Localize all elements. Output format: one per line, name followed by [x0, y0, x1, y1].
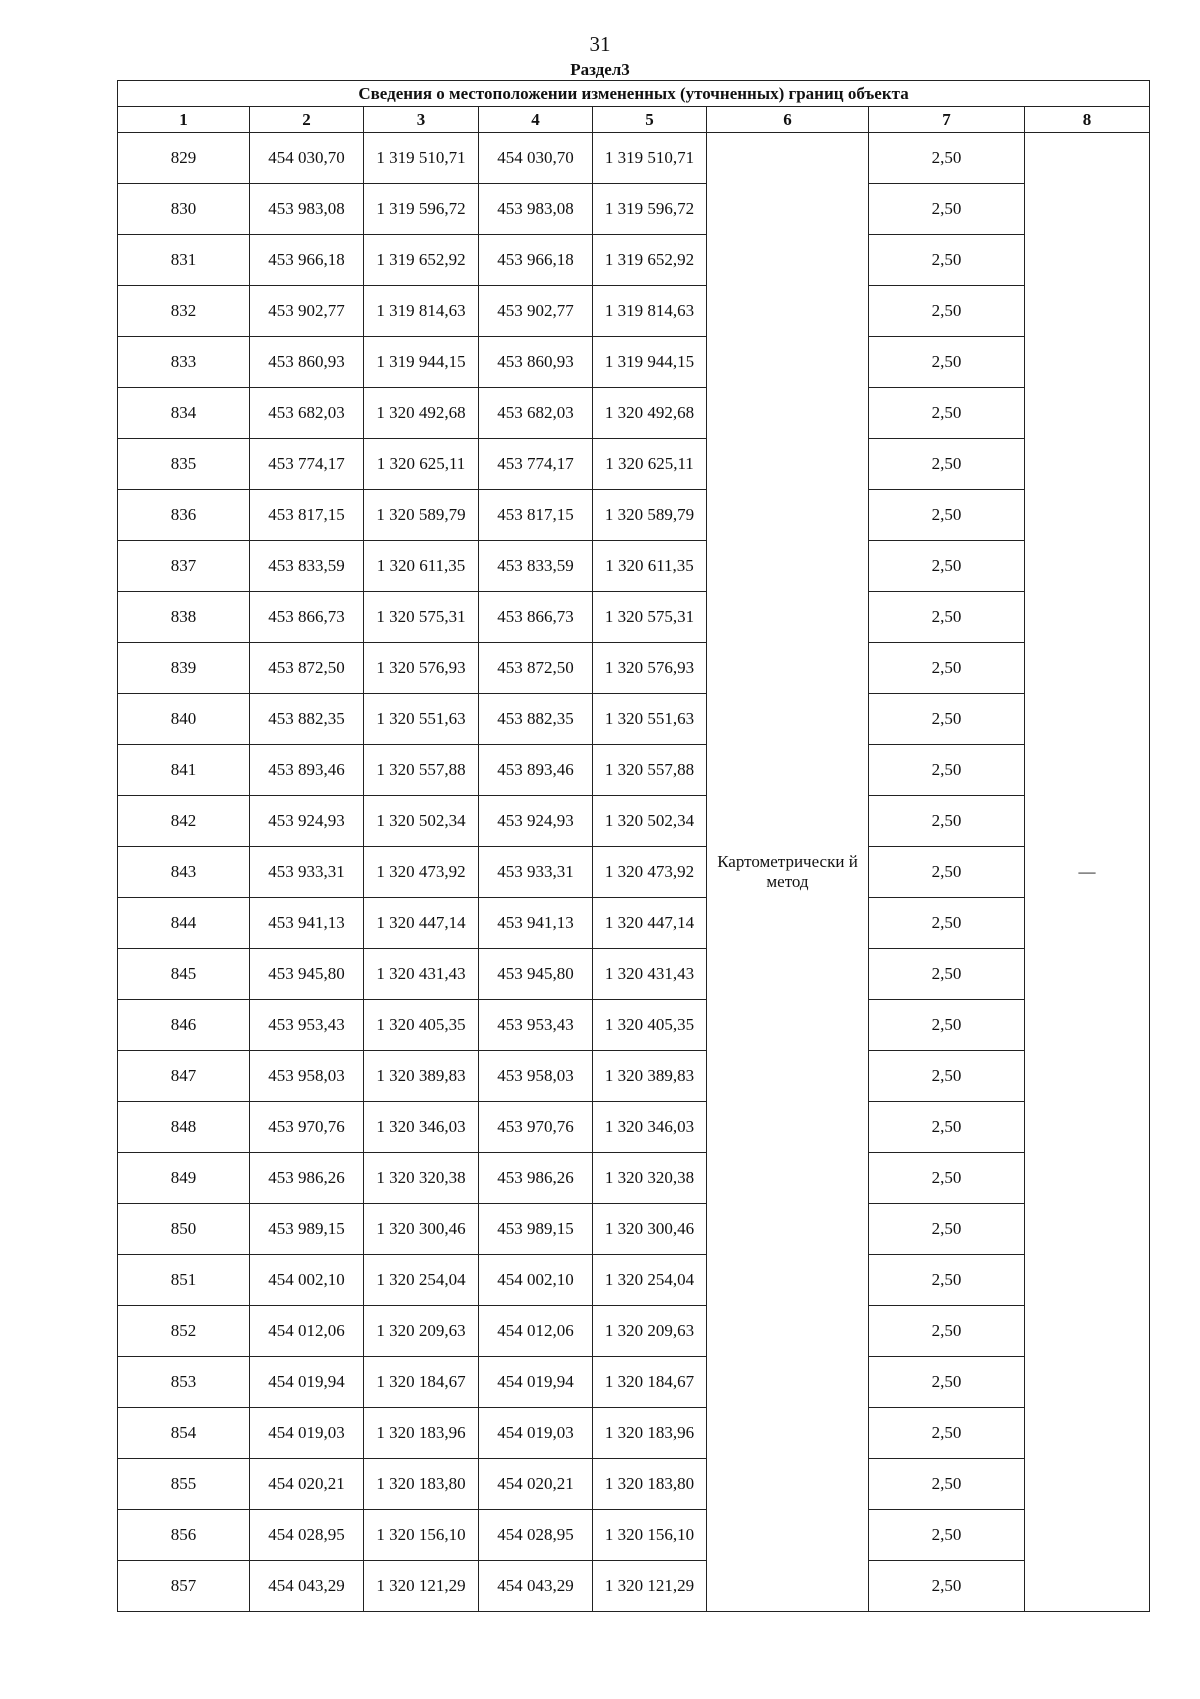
y-new-cell: 1 320 254,04 — [593, 1255, 707, 1306]
point-number-cell: 842 — [118, 796, 250, 847]
table-row — [118, 541, 1150, 592]
y-old-cell: 1 320 551,63 — [364, 694, 479, 745]
y-old-cell: 1 319 944,15 — [364, 337, 479, 388]
y-old-cell: 1 319 596,72 — [364, 184, 479, 235]
point-number-cell: 837 — [118, 541, 250, 592]
x-new-cell: 453 953,43 — [479, 1000, 593, 1051]
point-number-cell: 839 — [118, 643, 250, 694]
x-old-cell: 453 774,17 — [250, 439, 364, 490]
y-new-cell: 1 319 652,92 — [593, 235, 707, 286]
accuracy-cell: 2,50 — [869, 1051, 1025, 1102]
x-new-cell: 454 012,06 — [479, 1306, 593, 1357]
accuracy-cell: 2,50 — [869, 439, 1025, 490]
table-row — [118, 1459, 1150, 1510]
x-old-cell: 453 958,03 — [250, 1051, 364, 1102]
table-row — [118, 592, 1150, 643]
column-number-row — [118, 107, 1150, 133]
y-old-cell: 1 320 447,14 — [364, 898, 479, 949]
point-number-cell: 835 — [118, 439, 250, 490]
x-new-cell: 454 020,21 — [479, 1459, 593, 1510]
accuracy-cell: 2,50 — [869, 796, 1025, 847]
x-old-cell: 453 872,50 — [250, 643, 364, 694]
accuracy-cell: 2,50 — [869, 898, 1025, 949]
table-row — [118, 1561, 1150, 1612]
table-row — [118, 184, 1150, 235]
table-row — [118, 388, 1150, 439]
table-row — [118, 133, 1150, 184]
table-row — [118, 745, 1150, 796]
column-number: 2 — [250, 107, 364, 133]
y-new-cell: 1 319 510,71 — [593, 133, 707, 184]
x-new-cell: 453 989,15 — [479, 1204, 593, 1255]
y-new-cell: 1 320 502,34 — [593, 796, 707, 847]
table-row — [118, 796, 1150, 847]
x-old-cell: 453 817,15 — [250, 490, 364, 541]
point-number-cell: 847 — [118, 1051, 250, 1102]
y-old-cell: 1 320 589,79 — [364, 490, 479, 541]
table-row — [118, 643, 1150, 694]
accuracy-cell: 2,50 — [869, 337, 1025, 388]
x-new-cell: 454 028,95 — [479, 1510, 593, 1561]
x-new-cell: 454 043,29 — [479, 1561, 593, 1612]
x-old-cell: 454 028,95 — [250, 1510, 364, 1561]
x-new-cell: 453 983,08 — [479, 184, 593, 235]
table-row — [118, 694, 1150, 745]
y-new-cell: 1 320 300,46 — [593, 1204, 707, 1255]
accuracy-cell: 2,50 — [869, 388, 1025, 439]
accuracy-cell: 2,50 — [869, 1204, 1025, 1255]
accuracy-cell: 2,50 — [869, 1561, 1025, 1612]
table-row — [118, 337, 1150, 388]
x-new-cell: 453 866,73 — [479, 592, 593, 643]
table-row — [118, 490, 1150, 541]
y-new-cell: 1 320 447,14 — [593, 898, 707, 949]
point-number-cell: 836 — [118, 490, 250, 541]
method-cell: Картометрически й метод — [707, 133, 869, 1612]
accuracy-cell: 2,50 — [869, 1357, 1025, 1408]
x-new-cell: 453 970,76 — [479, 1102, 593, 1153]
x-new-cell: 454 030,70 — [479, 133, 593, 184]
y-old-cell: 1 320 184,67 — [364, 1357, 479, 1408]
x-old-cell: 453 893,46 — [250, 745, 364, 796]
y-old-cell: 1 320 121,29 — [364, 1561, 479, 1612]
x-new-cell: 453 958,03 — [479, 1051, 593, 1102]
point-number-cell: 840 — [118, 694, 250, 745]
x-new-cell: 453 941,13 — [479, 898, 593, 949]
accuracy-cell: 2,50 — [869, 847, 1025, 898]
point-number-cell: 841 — [118, 745, 250, 796]
point-number-cell: 838 — [118, 592, 250, 643]
y-new-cell: 1 319 944,15 — [593, 337, 707, 388]
x-old-cell: 453 833,59 — [250, 541, 364, 592]
y-new-cell: 1 319 596,72 — [593, 184, 707, 235]
x-new-cell: 453 682,03 — [479, 388, 593, 439]
y-new-cell: 1 320 209,63 — [593, 1306, 707, 1357]
description-cell: — — [1025, 133, 1150, 1612]
x-old-cell: 453 860,93 — [250, 337, 364, 388]
y-old-cell: 1 320 625,11 — [364, 439, 479, 490]
accuracy-cell: 2,50 — [869, 1000, 1025, 1051]
y-old-cell: 1 320 576,93 — [364, 643, 479, 694]
x-new-cell: 453 774,17 — [479, 439, 593, 490]
x-new-cell: 453 966,18 — [479, 235, 593, 286]
x-new-cell: 453 872,50 — [479, 643, 593, 694]
point-number-cell: 832 — [118, 286, 250, 337]
x-old-cell: 453 953,43 — [250, 1000, 364, 1051]
point-number-cell: 855 — [118, 1459, 250, 1510]
point-number-cell: 830 — [118, 184, 250, 235]
y-new-cell: 1 320 121,29 — [593, 1561, 707, 1612]
column-number: 6 — [707, 107, 869, 133]
y-old-cell: 1 320 431,43 — [364, 949, 479, 1000]
x-old-cell: 453 966,18 — [250, 235, 364, 286]
table-row — [118, 1255, 1150, 1306]
accuracy-cell: 2,50 — [869, 1102, 1025, 1153]
column-number: 7 — [869, 107, 1025, 133]
x-old-cell: 454 019,94 — [250, 1357, 364, 1408]
accuracy-cell: 2,50 — [869, 490, 1025, 541]
y-old-cell: 1 320 183,96 — [364, 1408, 479, 1459]
y-new-cell: 1 320 183,80 — [593, 1459, 707, 1510]
table-title: Сведения о местоположении измененных (уточненных) границ объекта — [118, 81, 1150, 107]
accuracy-cell: 2,50 — [869, 286, 1025, 337]
x-new-cell: 453 882,35 — [479, 694, 593, 745]
x-old-cell: 453 933,31 — [250, 847, 364, 898]
y-new-cell: 1 320 589,79 — [593, 490, 707, 541]
table-row — [118, 1051, 1150, 1102]
accuracy-cell: 2,50 — [869, 184, 1025, 235]
y-new-cell: 1 320 473,92 — [593, 847, 707, 898]
x-old-cell: 453 989,15 — [250, 1204, 364, 1255]
y-new-cell: 1 320 625,11 — [593, 439, 707, 490]
y-old-cell: 1 320 389,83 — [364, 1051, 479, 1102]
y-new-cell: 1 320 431,43 — [593, 949, 707, 1000]
y-old-cell: 1 319 652,92 — [364, 235, 479, 286]
table-row — [118, 847, 1150, 898]
y-old-cell: 1 320 209,63 — [364, 1306, 479, 1357]
y-new-cell: 1 320 611,35 — [593, 541, 707, 592]
table-row — [118, 1204, 1150, 1255]
x-old-cell: 454 030,70 — [250, 133, 364, 184]
y-old-cell: 1 320 502,34 — [364, 796, 479, 847]
point-number-cell: 845 — [118, 949, 250, 1000]
point-number-cell: 856 — [118, 1510, 250, 1561]
x-new-cell: 453 945,80 — [479, 949, 593, 1000]
table-row — [118, 439, 1150, 490]
point-number-cell: 851 — [118, 1255, 250, 1306]
point-number-cell: 834 — [118, 388, 250, 439]
accuracy-cell: 2,50 — [869, 133, 1025, 184]
accuracy-cell: 2,50 — [869, 592, 1025, 643]
point-number-cell: 833 — [118, 337, 250, 388]
table-row — [118, 1408, 1150, 1459]
y-new-cell: 1 320 320,38 — [593, 1153, 707, 1204]
y-old-cell: 1 320 492,68 — [364, 388, 479, 439]
table-row — [118, 1153, 1150, 1204]
y-new-cell: 1 319 814,63 — [593, 286, 707, 337]
y-old-cell: 1 320 557,88 — [364, 745, 479, 796]
column-number: 4 — [479, 107, 593, 133]
x-old-cell: 454 012,06 — [250, 1306, 364, 1357]
y-old-cell: 1 320 405,35 — [364, 1000, 479, 1051]
y-new-cell: 1 320 576,93 — [593, 643, 707, 694]
y-old-cell: 1 320 156,10 — [364, 1510, 479, 1561]
y-old-cell: 1 320 346,03 — [364, 1102, 479, 1153]
x-new-cell: 454 019,03 — [479, 1408, 593, 1459]
section-title: Раздел3 — [570, 60, 630, 79]
table-row — [118, 286, 1150, 337]
x-new-cell: 453 933,31 — [479, 847, 593, 898]
x-new-cell: 453 902,77 — [479, 286, 593, 337]
y-old-cell: 1 320 473,92 — [364, 847, 479, 898]
column-number: 3 — [364, 107, 479, 133]
table-row — [118, 1510, 1150, 1561]
y-new-cell: 1 320 492,68 — [593, 388, 707, 439]
y-old-cell: 1 319 814,63 — [364, 286, 479, 337]
column-number: 5 — [593, 107, 707, 133]
point-number-cell: 850 — [118, 1204, 250, 1255]
x-old-cell: 453 866,73 — [250, 592, 364, 643]
table-row — [118, 1357, 1150, 1408]
point-number-cell: 849 — [118, 1153, 250, 1204]
x-old-cell: 453 970,76 — [250, 1102, 364, 1153]
x-new-cell: 453 924,93 — [479, 796, 593, 847]
accuracy-cell: 2,50 — [869, 643, 1025, 694]
table-row — [118, 235, 1150, 286]
point-number-cell: 857 — [118, 1561, 250, 1612]
x-old-cell: 454 043,29 — [250, 1561, 364, 1612]
y-new-cell: 1 320 551,63 — [593, 694, 707, 745]
x-new-cell: 453 817,15 — [479, 490, 593, 541]
column-number: 1 — [118, 107, 250, 133]
accuracy-cell: 2,50 — [869, 1510, 1025, 1561]
accuracy-cell: 2,50 — [869, 235, 1025, 286]
table-row — [118, 898, 1150, 949]
point-number-cell: 844 — [118, 898, 250, 949]
y-old-cell: 1 319 510,71 — [364, 133, 479, 184]
accuracy-cell: 2,50 — [869, 694, 1025, 745]
table-row — [118, 1306, 1150, 1357]
x-old-cell: 453 945,80 — [250, 949, 364, 1000]
x-new-cell: 454 019,94 — [479, 1357, 593, 1408]
y-old-cell: 1 320 183,80 — [364, 1459, 479, 1510]
y-old-cell: 1 320 611,35 — [364, 541, 479, 592]
accuracy-cell: 2,50 — [869, 745, 1025, 796]
y-new-cell: 1 320 575,31 — [593, 592, 707, 643]
y-new-cell: 1 320 405,35 — [593, 1000, 707, 1051]
x-old-cell: 454 002,10 — [250, 1255, 364, 1306]
y-old-cell: 1 320 575,31 — [364, 592, 479, 643]
x-old-cell: 453 882,35 — [250, 694, 364, 745]
column-number: 8 — [1025, 107, 1150, 133]
x-new-cell: 454 002,10 — [479, 1255, 593, 1306]
x-old-cell: 453 682,03 — [250, 388, 364, 439]
point-number-cell: 848 — [118, 1102, 250, 1153]
y-new-cell: 1 320 389,83 — [593, 1051, 707, 1102]
y-new-cell: 1 320 557,88 — [593, 745, 707, 796]
x-new-cell: 453 986,26 — [479, 1153, 593, 1204]
x-old-cell: 453 986,26 — [250, 1153, 364, 1204]
coordinates-table — [117, 80, 1150, 1612]
point-number-cell: 831 — [118, 235, 250, 286]
y-old-cell: 1 320 300,46 — [364, 1204, 479, 1255]
x-old-cell: 453 902,77 — [250, 286, 364, 337]
point-number-cell: 854 — [118, 1408, 250, 1459]
page-number: 31 — [589, 32, 611, 56]
y-old-cell: 1 320 320,38 — [364, 1153, 479, 1204]
table-body — [118, 133, 1150, 1612]
accuracy-cell: 2,50 — [869, 1255, 1025, 1306]
x-old-cell: 453 924,93 — [250, 796, 364, 847]
accuracy-cell: 2,50 — [869, 541, 1025, 592]
accuracy-cell: 2,50 — [869, 1153, 1025, 1204]
y-new-cell: 1 320 184,67 — [593, 1357, 707, 1408]
accuracy-cell: 2,50 — [869, 1459, 1025, 1510]
x-new-cell: 453 833,59 — [479, 541, 593, 592]
table-row — [118, 949, 1150, 1000]
point-number-cell: 852 — [118, 1306, 250, 1357]
x-old-cell: 454 020,21 — [250, 1459, 364, 1510]
point-number-cell: 853 — [118, 1357, 250, 1408]
x-old-cell: 454 019,03 — [250, 1408, 364, 1459]
y-new-cell: 1 320 156,10 — [593, 1510, 707, 1561]
x-old-cell: 453 983,08 — [250, 184, 364, 235]
accuracy-cell: 2,50 — [869, 1306, 1025, 1357]
table-row — [118, 1000, 1150, 1051]
y-new-cell: 1 320 183,96 — [593, 1408, 707, 1459]
y-old-cell: 1 320 254,04 — [364, 1255, 479, 1306]
y-new-cell: 1 320 346,03 — [593, 1102, 707, 1153]
accuracy-cell: 2,50 — [869, 1408, 1025, 1459]
point-number-cell: 843 — [118, 847, 250, 898]
x-old-cell: 453 941,13 — [250, 898, 364, 949]
accuracy-cell: 2,50 — [869, 949, 1025, 1000]
table-row — [118, 1102, 1150, 1153]
point-number-cell: 829 — [118, 133, 250, 184]
x-new-cell: 453 893,46 — [479, 745, 593, 796]
point-number-cell: 846 — [118, 1000, 250, 1051]
x-new-cell: 453 860,93 — [479, 337, 593, 388]
